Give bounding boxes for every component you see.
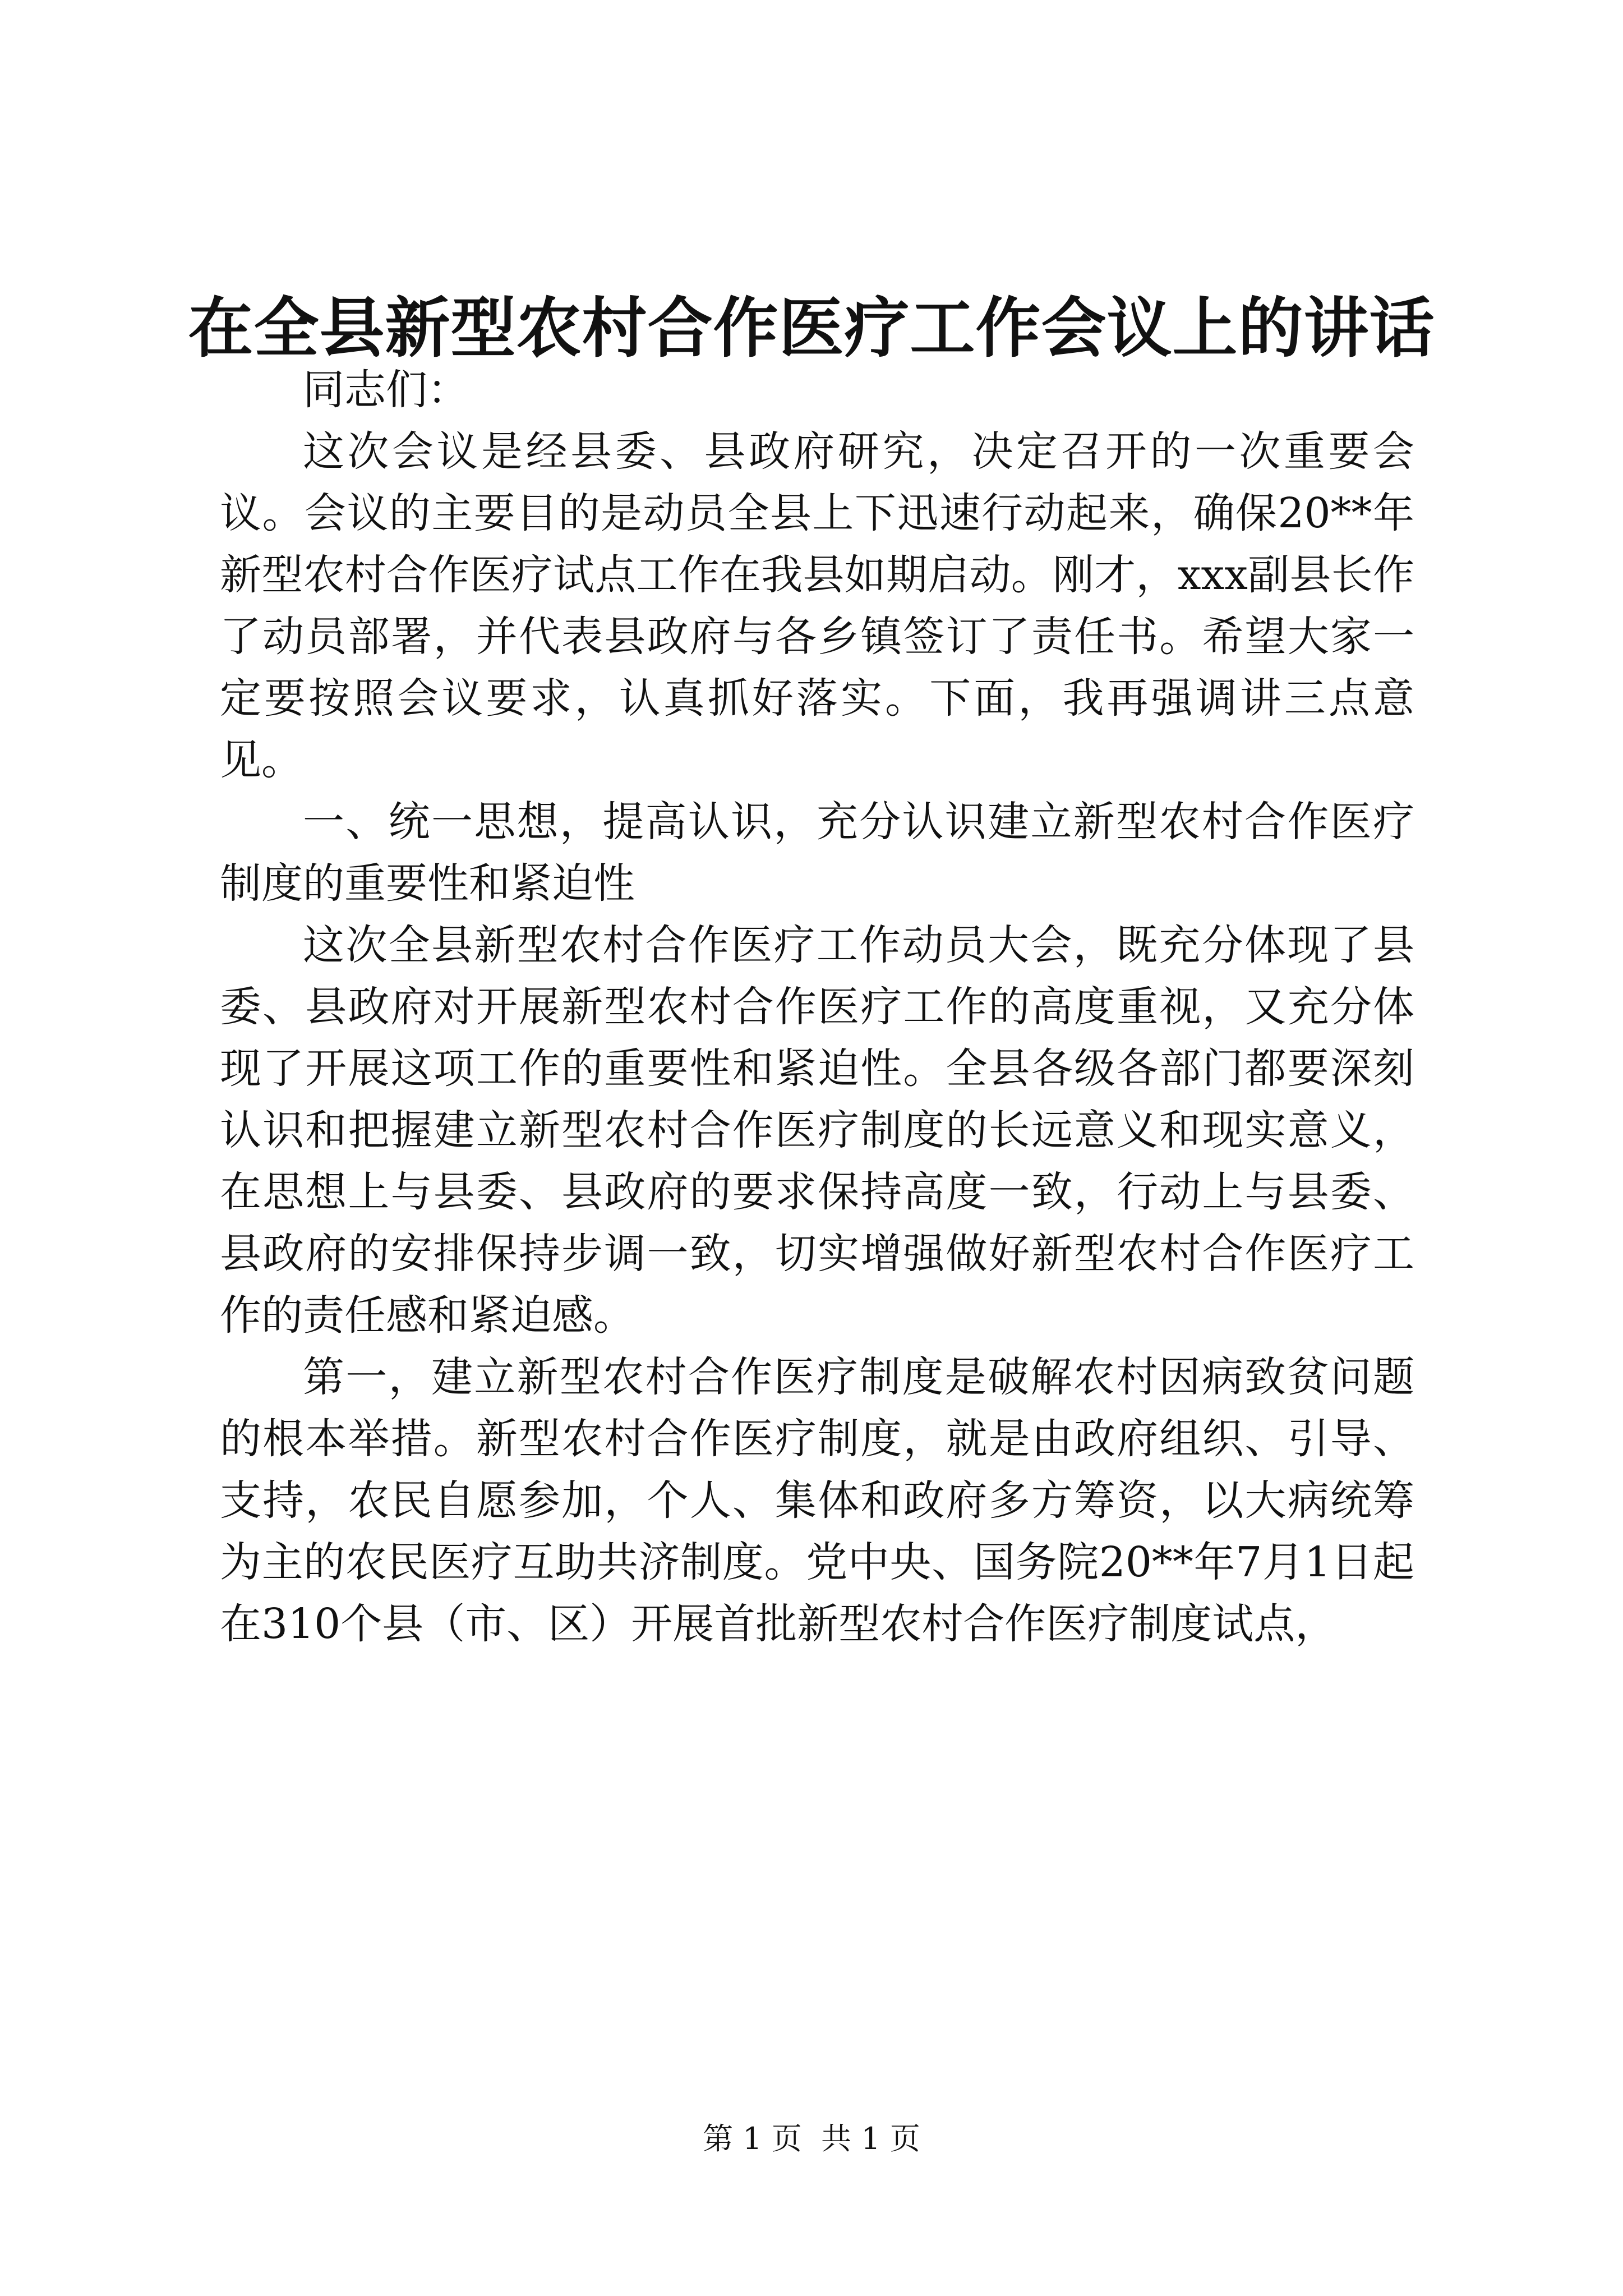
body-paragraph: 这次全县新型农村合作医疗工作动员大会，既充分体现了县委、县政府对开展新型农村合作医疗工作的高度重视，又充分体现了开展这项工作的重要性和紧迫性。全县各级各部门都要深刻认识和把握建立新型农村合作医疗制度的长远意义和现实意义，在思想上与县委、县政府的要求保持高度一致，行动上与县委、县政府的安排保持步调一致，切实增强做好新型农村合作医疗工作的责任感和紧迫感。 [220,921,1414,1340]
intro-paragraph: 这次会议是经县委、县政府研究，决定召开的一次重要会议。会议的主要目的是动员全县上下迅速行动起来，确保20**年新型农村合作医疗试点工作在我县如期启动。刚才，xxx副县长作了动员部署，并代表县政府与各乡镇签订了责任书。希望大家一定要按照会议要求，认真抓好落实。下面，我再强调讲三点意见。 [220,427,1414,784]
page-footer [0,2119,1623,2159]
document-title: 在全县新型农村合作医疗工作会议上的讲话 [188,290,1435,366]
page-number: 第 1 页 共 1 页 [703,2121,920,2156]
body-paragraph: 第一，建立新型农村合作医疗制度是破解农村因病致贫问题的根本举措。新型农村合作医疗制度，就是由政府组织、引导、支持，农民自愿参加，个人、集体和政府多方筹资，以大病统筹为主的农民医疗互助共济制度。党中央、国务院20**年7月1日起在310个县（市、区）开展首批新型农村合作医疗制度试点， [220,1353,1414,1648]
section-heading-1: 一、统一思想，提高认识，充分认识建立新型农村合作医疗制度的重要性和紧迫性 [220,798,1414,908]
document-body [220,359,1414,1655]
salutation-paragraph: 同志们： [303,366,469,414]
